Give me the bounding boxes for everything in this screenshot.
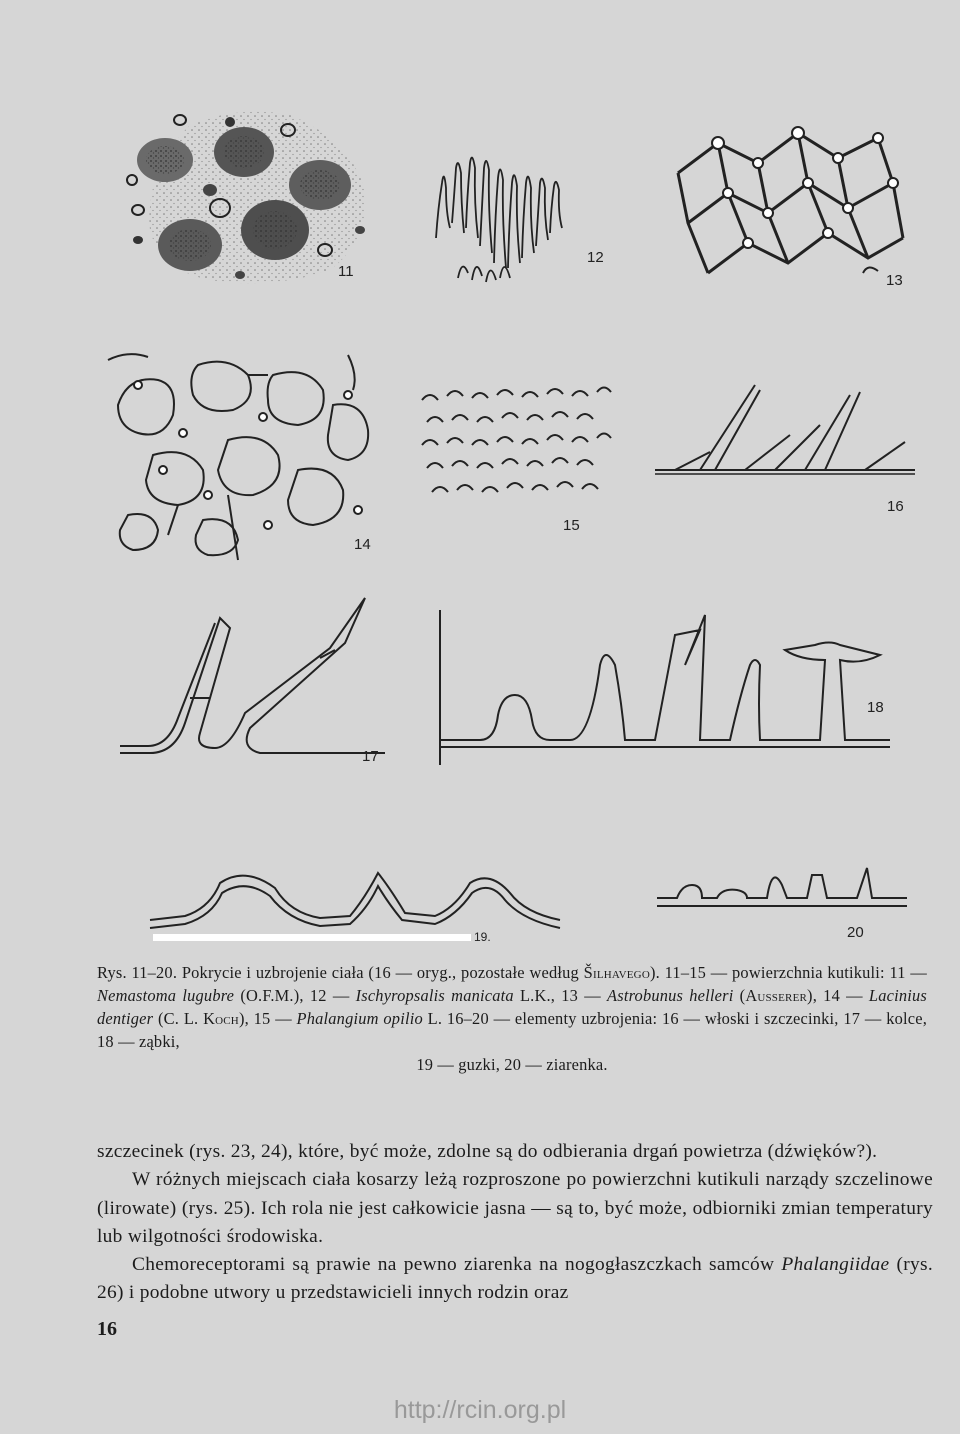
figure-18-teeth xyxy=(440,605,890,770)
figure-16-label: 16 xyxy=(887,498,904,515)
figure-11-label: 11 xyxy=(338,263,354,280)
figure-19-label: 19. xyxy=(474,930,491,944)
paragraph-3: Chemoreceptorami są prawie na pewno ziarenka na nogogłaszczkach samców Phalangiidae (rys. 26) i podobne utwory u przedstawicieli innych rodzin oraz xyxy=(97,1254,933,1304)
figure-12-ischyropsalis-cuticle xyxy=(428,128,598,288)
paragraph-2: W różnych miejscach ciała kosarzy leżą rozproszone po powierzchni kutikuli narządy szczelinowe (lirowate) (rys. 25). Ich rola nie jest całkowicie jasna — są to, być może, odbiorniki zmian temperatury lub wilgotności środowiska. xyxy=(97,1169,933,1247)
page-number: 16 xyxy=(97,1318,117,1340)
figure-16-hairs-and-bristles xyxy=(655,380,915,485)
figure-13-label: 13 xyxy=(886,272,903,289)
figure-caption: Rys. 11–20. Pokrycie i uzbrojenie ciała (16 — oryg., pozostałe według Šilhavego). 11–15 — powierzchnia kutikuli: 11 — Nemastoma lugubre (O.F.M.), 12 — Ischyropsalis manicata L.K., 13 — Astrobunus helleri (Ausserer), 14 — Lacinius dentiger (C. L. Koch), 15 — Phalangium opilio L. 16–20 — elementy uzbrojenia: 16 — włoski i szczecinki, 17 — kolce, 18 — ząbki, 19 — guzki, 20 — ziarenka. xyxy=(97,963,927,1074)
figure-15-phalangium-cuticle xyxy=(412,380,617,515)
figure-17-label: 17 xyxy=(362,748,379,765)
redaction-bar xyxy=(153,934,471,941)
figure-18-label: 18 xyxy=(867,699,884,716)
figure-13-astrobunus-cuticle xyxy=(668,103,913,293)
figure-14-label: 14 xyxy=(354,536,371,553)
figure-12-label: 12 xyxy=(587,249,604,266)
figure-19-tubercles xyxy=(150,858,570,943)
body-text xyxy=(97,1138,933,1308)
paragraph-1: szczecinek (rys. 23, 24), które, być może, zdolne są do odbierania drgań powietrza (dźwięków?). xyxy=(97,1141,878,1162)
figure-20-granules xyxy=(657,860,907,915)
figure-20-label: 20 xyxy=(847,924,864,941)
source-url[interactable]: http://rcin.org.pl xyxy=(393,1396,567,1424)
figure-17-spines xyxy=(120,598,390,768)
figure-15-label: 15 xyxy=(563,517,580,534)
figure-14-lacinius-cuticle xyxy=(108,345,378,560)
figure-11-nemastoma-cuticle xyxy=(120,100,380,290)
